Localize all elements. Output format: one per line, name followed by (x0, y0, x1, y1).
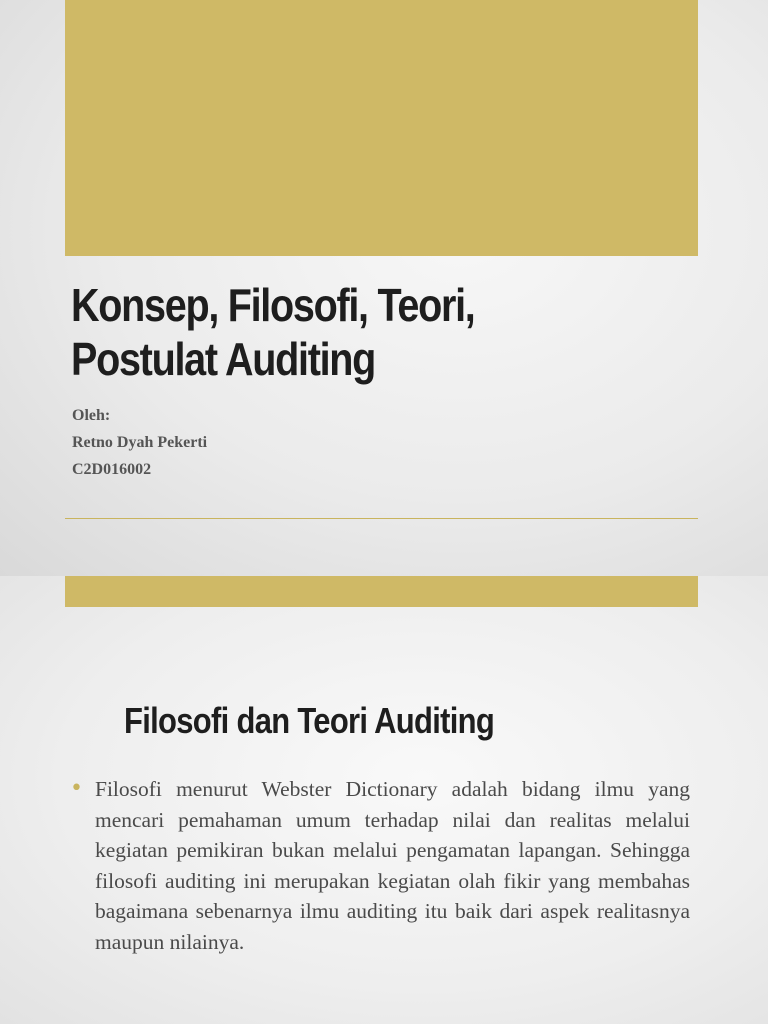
title-slide-gold-banner (65, 0, 698, 256)
slide-title-line-1: Konsep, Filosofi, Teori, (71, 279, 475, 331)
content-slide-gold-bar (65, 576, 698, 607)
content-slide (0, 576, 768, 1024)
content-heading: Filosofi dan Teori Auditing (124, 700, 495, 741)
student-id: C2D016002 (72, 461, 152, 478)
slide-title-line-2: Postulat Auditing (71, 333, 376, 385)
slide-title (71, 278, 604, 386)
bullet-dot-icon: • (70, 776, 83, 801)
by-label: Oleh: (72, 407, 111, 424)
title-divider-line (65, 518, 698, 519)
bullet-text: Filosofi menurut Webster Dictionary adalah bidang ilmu yang mencari pemahaman umum terhadap nilai dan realitas melalui kegiatan pemikiran bukan melalui pengamatan lapangan. Sehingga filosofi auditing ini merupakan kegiatan olah fikir yang membahas bagaimana sebenarnya ilmu auditing itu baik dari aspek realitasnya maupun nilainya. (95, 777, 690, 954)
slide-subtitle (72, 402, 207, 483)
author-name: Retno Dyah Pekerti (72, 434, 208, 451)
